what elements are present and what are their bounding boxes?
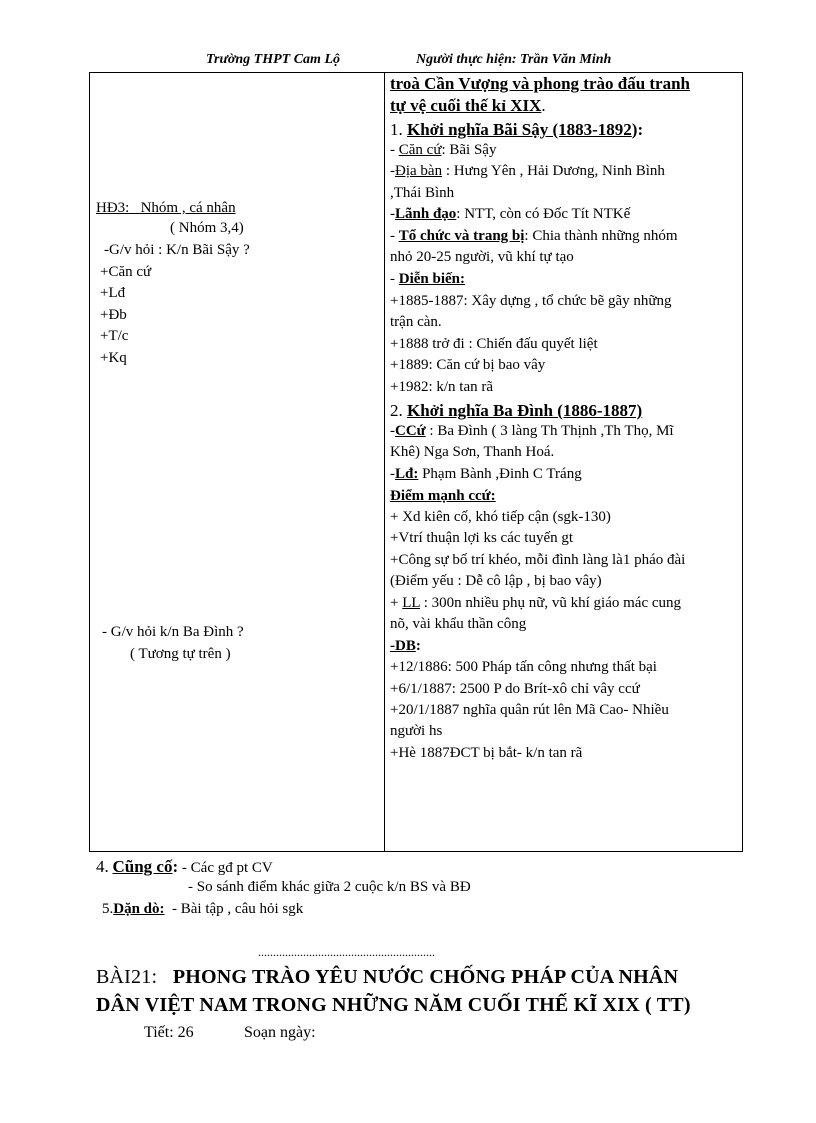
s2-forces: + LL : 300n nhiều phụ nữ, vũ khí giáo mác cung xyxy=(390,595,682,611)
s1-organization: - Tổ chức và trang bị: Chia thành những nhóm xyxy=(390,228,678,244)
s2-event-3-cont: người hs xyxy=(390,723,443,739)
s2-weakness: (Điểm yếu : Dễ cô lập , bị bao vây) xyxy=(390,573,602,589)
page-header xyxy=(0,52,816,72)
s2-event-3: +20/1/1887 nghĩa quân rút lên Mã Cao- Nhiều xyxy=(390,702,669,718)
homework: 5.Dặn dò: - Bài tập , câu hỏi sgk xyxy=(102,901,304,917)
lesson-title-line-2: DÂN VIỆT NAM TRONG NHỮNG NĂM CUỐI THẾ KĨ XIX ( TT) xyxy=(96,994,691,1016)
separator-dots: ........................................................... xyxy=(258,945,435,959)
s1-event-1-cont: trận càn. xyxy=(390,314,442,330)
consolidate-line-2: - So sánh điểm khác giữa 2 cuộc k/n BS và BĐ xyxy=(188,879,471,895)
activity-mode: Nhóm , cá nhân xyxy=(140,200,236,216)
s2-strengths-label: Điểm mạnh ccứ: xyxy=(390,488,496,504)
s1-event-2: +1888 trở đi : Chiến đấu quyết liệt xyxy=(390,336,598,352)
activity-group: ( Nhóm 3,4) xyxy=(170,220,244,236)
s1-organization-cont: nhỏ 20-25 người, vũ khí tự tạo xyxy=(390,249,574,265)
s1-area: -Địa bàn : Hưng Yên , Hải Dương, Ninh Bình xyxy=(390,163,665,179)
s2-strength-2: +Vtrí thuận lợi ks các tuyến gt xyxy=(390,530,574,546)
s2-strength-1: + Xd kiên cố, khó tiếp cận (sgk-130) xyxy=(390,509,611,525)
left-item-3: +Đb xyxy=(100,307,127,323)
teacher-question-2-note: ( Tương tự trên ) xyxy=(130,646,231,662)
s1-area-cont: ,Thái Bình xyxy=(390,185,455,201)
left-item-5: +Kq xyxy=(100,350,127,366)
left-item-4: +T/c xyxy=(100,328,129,344)
s1-leader: -Lãnh đạo: NTT, còn có Đốc Tít NTKế xyxy=(390,206,631,222)
s2-base: -CCứ : Ba Đình ( 3 làng Th Thịnh ,Th Thọ, Mĩ xyxy=(390,423,674,439)
section-2-title: 2. Khởi nghĩa Ba Đình (1886-1887) xyxy=(390,401,643,420)
intro-line-2: tự vệ cuối thế kỉ XIX. xyxy=(390,96,546,115)
s1-event-1: +1885-1887: Xây dựng , tổ chức bẽ gãy những xyxy=(390,293,672,309)
s2-strength-3: +Công sự bố trí khéo, mỗi đình làng là1 pháo đài xyxy=(390,552,686,568)
s2-base-cont: Khê) Nga Sơn, Thanh Hoá. xyxy=(390,444,555,460)
s1-base: - Căn cứ: Bãi Sậy xyxy=(390,142,497,158)
lesson-date: Soạn ngày: xyxy=(244,1024,316,1041)
left-item-1: +Căn cứ xyxy=(100,264,152,280)
teacher-question-2: - G/v hỏi k/n Ba Đình ? xyxy=(102,624,244,640)
intro-line-1: troà Cần Vượng và phong trào đấu tranh xyxy=(390,74,691,93)
consolidate-heading: 4. Cũng cố: - Các gđ pt CV xyxy=(96,857,273,876)
s2-event-1: +12/1886: 500 Pháp tấn công nhưng thất bại xyxy=(390,659,657,675)
s2-event-4: +Hè 1887ĐCT bị bắt- k/n tan rã xyxy=(390,745,583,761)
s1-event-3: +1889: Căn cứ bị bao vây xyxy=(390,357,546,373)
author-name: Người thực hiện: Trần Văn Minh xyxy=(416,52,612,67)
s2-forces-cont: nõ, vài khẩu thần công xyxy=(390,616,527,632)
s2-events-label: -DB: xyxy=(390,638,421,654)
activity-heading xyxy=(96,200,236,217)
teacher-question-1: -G/v hỏi : K/n Bãi Sậy ? xyxy=(104,242,250,258)
s2-leader: -Lđ: Phạm Bành ,Đinh C Tráng xyxy=(390,466,582,482)
column-divider xyxy=(384,72,385,852)
school-name: Trường THPT Cam Lộ xyxy=(206,52,340,67)
section-1-title: 1. Khởi nghĩa Bãi Sậy (1883-1892): xyxy=(390,120,644,139)
activity-label: HĐ3: xyxy=(96,200,130,216)
s1-event-4: +1982: k/n tan rã xyxy=(390,379,494,395)
s1-events-label: - Diễn biến: xyxy=(390,271,466,287)
lesson-period: Tiết: 26 xyxy=(144,1024,194,1041)
s2-event-2: +6/1/1887: 2500 P do Brít-xô chỉ vây ccứ xyxy=(390,681,640,697)
lesson-title-line-1: BÀI21: PHONG TRÀO YÊU NƯỚC CHỐNG PHÁP CỦA NHÂN xyxy=(96,966,679,988)
left-item-2: +Lđ xyxy=(100,285,126,301)
